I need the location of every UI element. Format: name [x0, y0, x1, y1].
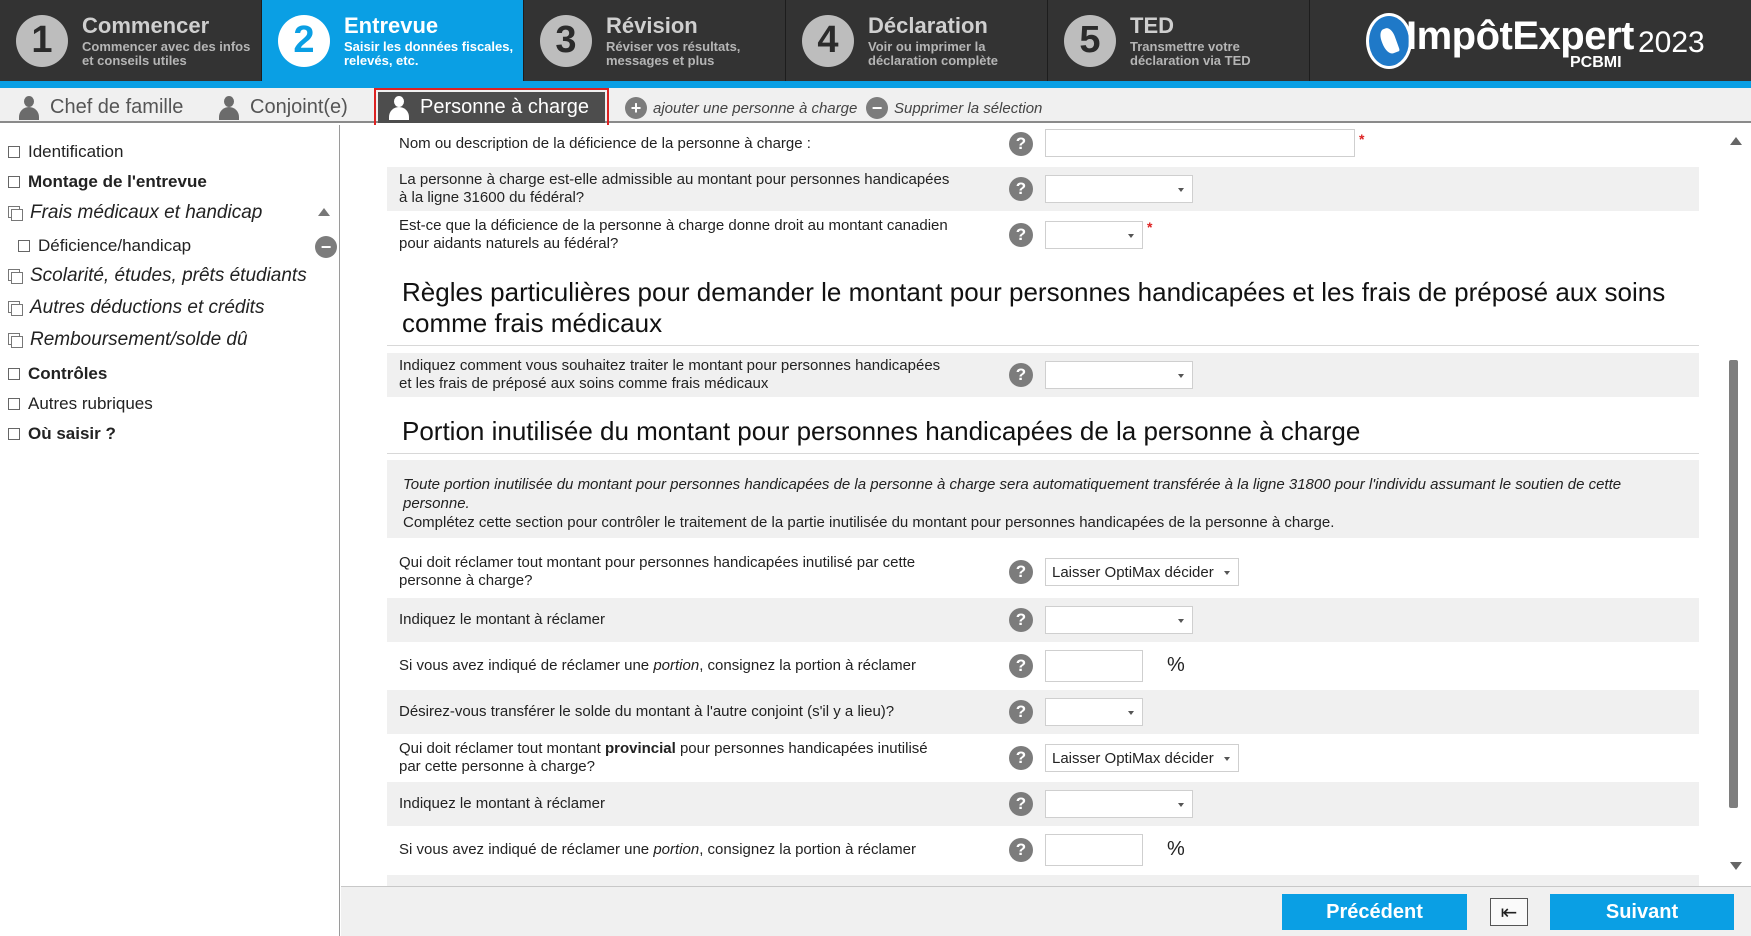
sidebar-item-label: Remboursement/solde dû [30, 329, 248, 350]
field-label: Désirez-vous transférer le solde du montant à l'autre conjoint (s'il y a lieu)? [399, 703, 895, 720]
checkbox-icon [8, 398, 20, 410]
brand-year: 2023 [1638, 26, 1705, 59]
step-declaration[interactable] [786, 0, 1048, 81]
step-bar [0, 0, 1751, 81]
help-icon[interactable]: ? [1009, 223, 1033, 247]
collapse-up-icon[interactable] [318, 208, 330, 216]
field-label: Indiquez comment vous souhaitez traiter le montant pour personnes handicapées et les frais de préposé aux soins comme frais médicaux [399, 357, 941, 392]
field-row-partial [387, 875, 1699, 886]
scroll-down-icon[interactable] [1730, 862, 1742, 870]
help-icon[interactable]: ? [1009, 838, 1033, 862]
sidebar-item-deficience[interactable] [18, 236, 191, 256]
help-icon[interactable]: ? [1009, 700, 1033, 724]
sidebar-item-remboursement[interactable] [8, 329, 248, 351]
required-marker: * [1147, 219, 1153, 235]
minus-icon: − [866, 97, 888, 119]
field-label: Qui doit réclamer tout montant provincial pour personnes handicapées inutilisé par cette personne à charge? [399, 740, 928, 775]
sidebar-item-controles[interactable] [8, 364, 107, 384]
step-subtitle: Voir ou imprimer la [868, 38, 986, 54]
info-note [387, 460, 1699, 538]
step-number: 4 [802, 15, 854, 67]
person-icon [388, 96, 410, 120]
footer-bar [341, 886, 1751, 936]
caregiver-select[interactable] [1045, 221, 1143, 249]
field-row-provincial-amount [387, 782, 1699, 826]
tab-chef-de-famille[interactable] [18, 92, 183, 123]
section-divider [387, 453, 1699, 454]
form-content [341, 125, 1751, 886]
treatment-select[interactable] [1045, 361, 1193, 389]
required-marker: * [1359, 131, 1365, 147]
remove-selection-label: Supprimer la sélection [894, 99, 1043, 117]
field-row-portion [387, 644, 1699, 688]
field-label: Est-ce que la déficience de la personne à charge donne droit au montant canadien pour aidants naturels au fédéral? [399, 217, 948, 252]
tab-label: Chef de famille [50, 96, 184, 118]
sidebar [0, 125, 340, 936]
add-dependant-label: ajouter une personne à charge [653, 99, 858, 117]
portion-input[interactable] [1045, 650, 1143, 682]
field-label: Indiquez le montant à réclamer [399, 611, 605, 628]
sidebar-item-label: Scolarité, études, prêts étudiants [30, 265, 307, 286]
sidebar-item-ou-saisir[interactable] [8, 424, 116, 444]
sidebar-item-frais-medicaux[interactable] [8, 202, 262, 224]
field-row-provincial-portion [387, 828, 1699, 872]
back-to-start-button[interactable] [1490, 898, 1528, 926]
field-row-deficience-name [387, 125, 1699, 163]
step-title: TED [1130, 12, 1174, 38]
scroll-up-icon[interactable] [1730, 137, 1742, 145]
sidebar-item-label: Déficience/handicap [38, 236, 192, 255]
remove-item-icon[interactable]: − [315, 236, 337, 258]
step-title: Commencer [82, 12, 210, 38]
step-subtitle: Réviser vos résultats, [606, 38, 741, 54]
step-ted[interactable] [1048, 0, 1310, 81]
person-icon [18, 96, 40, 120]
field-row-caregiver [387, 213, 1699, 257]
field-label: Indiquez le montant à réclamer [399, 795, 605, 812]
checkbox-icon [18, 240, 30, 252]
field-label: La personne à charge est-elle admissible au montant pour personnes handicapées à la ligne 31600 du fédéral? [399, 171, 950, 206]
field-row-dtc-eligible [387, 167, 1699, 211]
tab-personne-a-charge[interactable] [378, 92, 605, 123]
sidebar-item-scolarite[interactable] [8, 265, 307, 287]
person-tabs-bar [0, 88, 1751, 123]
step-subtitle: relevés, etc. [344, 52, 419, 68]
step-subtitle: déclaration complète [868, 52, 999, 68]
field-label: Qui doit réclamer tout montant pour personnes handicapées inutilisé par cette personne à charge? [399, 554, 916, 589]
note-italic: Toute portion inutilisée du montant pour personnes handicapées de la personne à charge sera automatiquement transférée à la ligne 31800 pour l'individu assumant le soutien de cette personne. [403, 476, 1622, 512]
step-revision[interactable] [524, 0, 786, 81]
step-commencer[interactable] [0, 0, 262, 81]
multi-checkbox-icon [8, 269, 22, 283]
step-title: Entrevue [344, 12, 439, 38]
help-icon[interactable]: ? [1009, 608, 1033, 632]
field-label: Si vous avez indiqué de réclamer une portion, consignez la portion à réclamer [399, 657, 916, 674]
step-entrevue[interactable] [262, 0, 524, 81]
checkbox-icon [8, 368, 20, 380]
section-heading-regles: Règles particulières pour demander le montant pour personnes handicapées et les frais de préposé aux soins comme frais médicaux [402, 277, 1666, 339]
step-subtitle: Saisir les données fiscales, [344, 38, 514, 54]
help-icon[interactable]: ? [1009, 792, 1033, 816]
brand-logo [1310, 0, 1751, 81]
previous-button[interactable]: Précédent [1282, 894, 1467, 930]
multi-checkbox-icon [8, 206, 22, 220]
transfer-select[interactable] [1045, 698, 1143, 726]
multi-checkbox-icon [8, 333, 22, 347]
step-title: Déclaration [868, 12, 988, 38]
provincial-amount-select[interactable] [1045, 790, 1193, 818]
sidebar-item-label: Où saisir ? [28, 424, 116, 443]
dtc-eligible-select[interactable] [1045, 175, 1193, 203]
field-row-amount [387, 598, 1699, 642]
step-title: Révision [606, 12, 698, 38]
help-icon[interactable]: ? [1009, 132, 1033, 156]
help-icon[interactable]: ? [1009, 560, 1033, 584]
field-row-transfer [387, 690, 1699, 734]
checkbox-icon [8, 428, 20, 440]
back-arrow-icon: ⇤ [1500, 901, 1518, 924]
step-subtitle: Commencer avec des infos [82, 38, 251, 54]
next-button[interactable]: Suivant [1550, 894, 1734, 930]
sidebar-item-autres-rubriques[interactable] [8, 394, 153, 414]
sidebar-item-identification[interactable] [8, 142, 123, 162]
step-number: 5 [1064, 15, 1116, 67]
step-subtitle: déclaration via TED [1130, 52, 1251, 68]
step-number: 2 [278, 15, 330, 67]
help-icon[interactable]: ? [1009, 363, 1033, 387]
checkbox-icon [8, 146, 20, 158]
content-scrollbar[interactable] [1720, 125, 1751, 886]
tab-label: Conjoint(e) [250, 96, 348, 118]
field-label: Nom ou description de la déficience de la personne à charge : [399, 135, 811, 152]
sidebar-item-label: Frais médicaux et handicap [30, 202, 263, 223]
percent-unit: % [1167, 654, 1185, 676]
step-number: 1 [16, 15, 68, 67]
section-divider [387, 345, 1699, 346]
sidebar-item-montage[interactable] [8, 172, 207, 192]
amount-select[interactable] [1045, 606, 1193, 634]
tab-conjoint[interactable] [218, 92, 348, 123]
sidebar-item-label: Contrôles [28, 364, 108, 383]
checkbox-icon [8, 176, 20, 188]
provincial-who-select[interactable]: Laisser OptiMax décider [1045, 744, 1239, 772]
add-dependant-button[interactable] [625, 96, 857, 120]
accent-strip [0, 81, 1751, 88]
step-subtitle: Transmettre votre [1130, 38, 1240, 54]
field-label: Si vous avez indiqué de réclamer une portion, consignez la portion à réclamer [399, 841, 916, 858]
tab-label: Personne à charge [420, 96, 590, 118]
plus-icon: + [625, 97, 647, 119]
person-icon [218, 96, 240, 120]
deficience-name-input[interactable] [1045, 129, 1355, 157]
provincial-portion-input[interactable] [1045, 834, 1143, 866]
sidebar-item-label: Autres rubriques [28, 394, 153, 413]
field-row-treatment [387, 353, 1699, 397]
step-subtitle: et conseils utiles [82, 52, 187, 68]
field-row-who-claims [387, 550, 1699, 594]
multi-checkbox-icon [8, 301, 22, 315]
help-icon[interactable]: ? [1009, 177, 1033, 201]
step-number: 3 [540, 15, 592, 67]
scroll-thumb[interactable] [1729, 360, 1738, 808]
percent-unit: % [1167, 838, 1185, 860]
sidebar-item-label: Identification [28, 142, 124, 161]
field-row-provincial-who [387, 736, 1699, 780]
sidebar-item-autres-deductions[interactable] [8, 297, 264, 319]
section-heading-portion: Portion inutilisée du montant pour personnes handicapées de la personne à charge [402, 416, 1361, 446]
help-icon[interactable]: ? [1009, 746, 1033, 770]
sidebar-item-label: Autres déductions et crédits [30, 297, 265, 318]
brand-name: ImpôtExpert [1406, 14, 1634, 58]
who-claims-select[interactable]: Laisser OptiMax décider [1045, 558, 1239, 586]
remove-selection-button[interactable] [866, 96, 1042, 120]
sidebar-item-label: Montage de l'entrevue [28, 172, 207, 191]
step-subtitle: messages et plus [606, 52, 715, 68]
brand-sub: PCBMI [1570, 54, 1622, 71]
note-text: Complétez cette section pour contrôler le traitement de la partie inutilisée du montant pour personnes handicapées de la personne à charge. [403, 513, 1335, 531]
help-icon[interactable]: ? [1009, 654, 1033, 678]
